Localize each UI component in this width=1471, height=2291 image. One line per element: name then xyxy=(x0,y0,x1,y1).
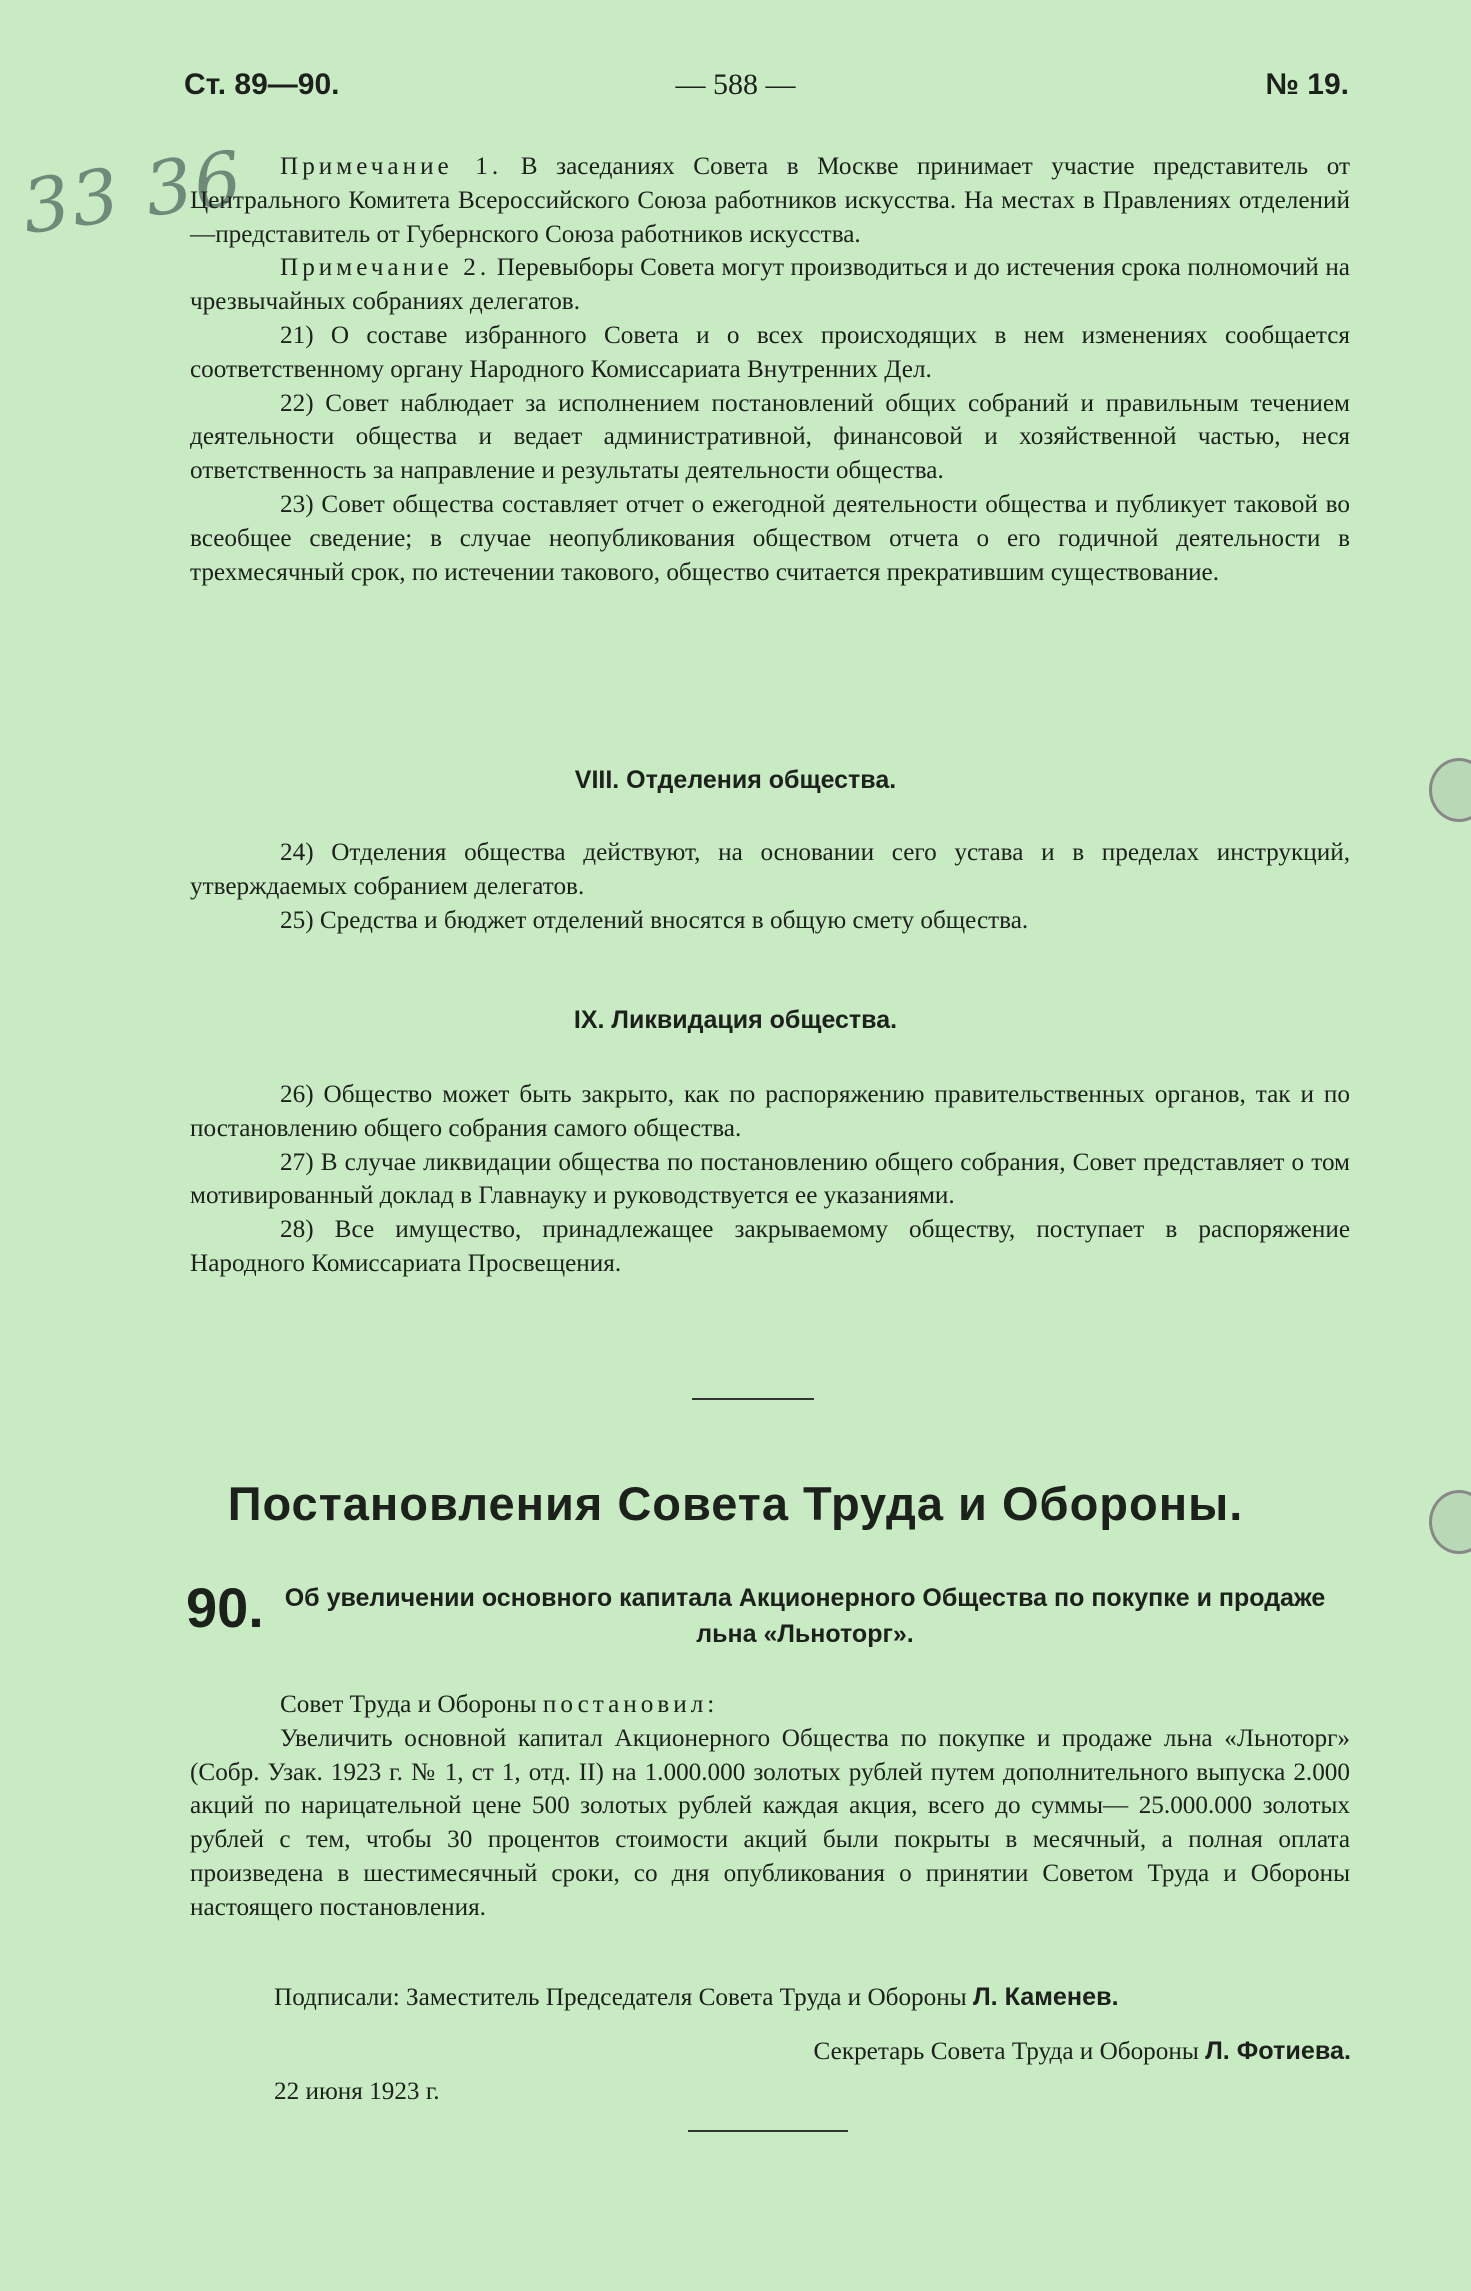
note-text: Перевыборы Совета могут производиться и до истечения срока полномочий на чрезвычайных собраниях делегатов. xyxy=(190,254,1350,316)
intro-text-block xyxy=(190,150,1350,589)
preamble-lead: Совет Труда и Обороны xyxy=(280,1691,537,1718)
secretary-label: Секретарь Совета Труда и Обороны xyxy=(813,2038,1199,2065)
issue-number: № 19. xyxy=(1265,68,1349,101)
page-number: — 588 — xyxy=(675,68,796,101)
note-2-paragraph xyxy=(190,251,1350,319)
decree-title: Об увеличении основного капитала Акционерного Общества по покупке и продаже льна «Льноторг». xyxy=(284,1584,1326,1648)
paragraph-25: 25) Средства и бюджет отделений вносятся в общую смету общества. xyxy=(280,906,1029,934)
section-8-heading: VIII. Отделения общества. xyxy=(574,766,897,794)
decree-preamble xyxy=(190,1688,1350,1722)
signature-line xyxy=(274,1983,1119,2012)
signed-label: Подписали: Заместитель Председателя Совета Труда и Обороны xyxy=(274,1984,967,2011)
decree-date: 22 июня 1923 г. xyxy=(274,2078,440,2105)
note-label: Примечание 2. xyxy=(280,254,491,282)
section-9-text xyxy=(190,1078,1350,1281)
paragraph-26: 26) Общество может быть закрыто, как по распоряжению правительственных органов, так и по постановлению общего собрания самого общества. xyxy=(190,1081,1350,1142)
paragraph-24: 24) Отделения общества действуют, на основании сего устава и в пределах инструкций, утверждаемых собранием делегатов. xyxy=(190,839,1350,900)
note-text: В заседаниях Совета в Москве принимает участие представитель от Центрального Комитета Всероссийского Союза работников искусства. На местах в Правлениях отделений—представитель от Губернского Союза работников искусства. xyxy=(190,153,1350,248)
paragraph-21: 21) О составе избранного Совета и о всех происходящих в нем изменениях сообщается соответственному органу Народного Комиссариата Внутренних Дел. xyxy=(190,321,1350,383)
divider-rule xyxy=(692,1398,814,1400)
paragraph-27: 27) В случае ликвидации общества по постановлению общего собрания, Совет представляет о том мотивированный доклад в Главнауку и руководствуется ее указаниями. xyxy=(190,1148,1350,1210)
decree-body xyxy=(190,1688,1350,1925)
secretary-line xyxy=(814,2037,1351,2066)
decree-number: 90. xyxy=(186,1576,264,1639)
note-label: Примечание 1. xyxy=(280,153,503,180)
section-8-text xyxy=(190,836,1350,937)
note-1-paragraph xyxy=(190,150,1350,251)
end-rule xyxy=(688,2130,848,2132)
section-9-heading: IX. Ликвидация общества. xyxy=(573,1006,898,1034)
signer-name: Л. Каменев. xyxy=(972,1983,1119,2011)
preamble-verb: постановил: xyxy=(542,1691,719,1718)
decree-text: Увеличить основной капитал Акционерного Общества по покупке и продаже льна «Льноторг» (Собр. Узак. 1923 г. № 1, ст 1, отд. II) на 1.000.000 золотых рублей путем дополнительного выпуска 2.000 акций по нарицательной цене 500 золотых рублей каждая акция, всего до суммы— 25.000.000 золотых рублей с тем, чтобы 30 процентов стоимости акций были покрыты в месячный, а полная оплата произведена в шестимесячный сроки, со дня опубликования о принятии Советом Труда и Обороны настоящего постановления. xyxy=(190,1724,1350,1921)
article-range: Ст. 89—90. xyxy=(184,68,340,101)
paragraph-23: 23) Совет общества составляет отчет о ежегодной деятельности общества и публикует таковой во всеобщее сведение; в случае неопубликования обществом отчета о его годичной деятельности в трехмесячный срок, по истечении такового, общество считается прекратившим существование. xyxy=(190,490,1350,586)
paragraph-28: 28) Все имущество, принадлежащее закрываемому обществу, поступает в распоряжение Народного Комиссариата Просвещения. xyxy=(190,1216,1350,1277)
main-title: Постановления Совета Труда и Обороны. xyxy=(227,1477,1244,1530)
secretary-name: Л. Фотиева. xyxy=(1205,2037,1351,2065)
paragraph-22: 22) Совет наблюдает за исполнением постановлений общих собраний и правильным течением деятельности общества и ведает административной, финансовой и хозяйственной частью, неся ответственность за направление и результаты деятельности общества. xyxy=(190,389,1350,485)
handwritten-archive-mark: 33 36 xyxy=(17,134,249,252)
